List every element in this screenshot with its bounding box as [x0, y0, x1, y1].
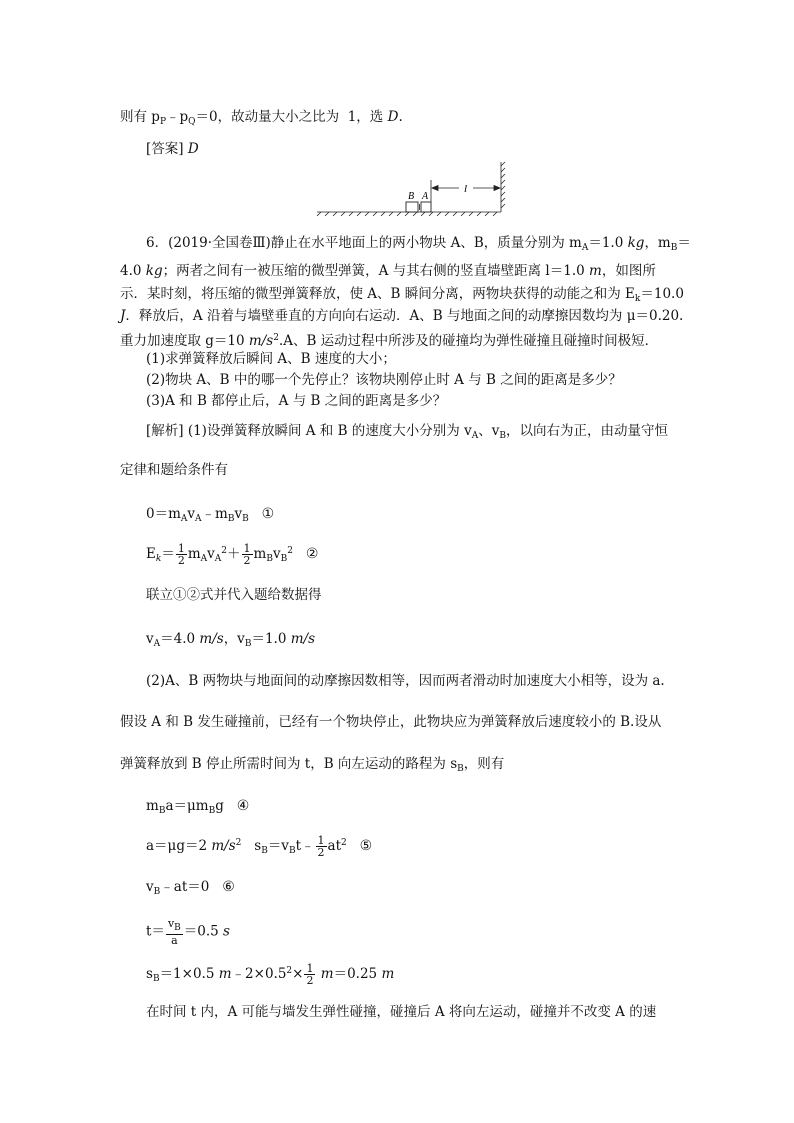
- equation-6: $v_B﹣at=0$ ⑥: [146, 879, 235, 897]
- equation-7: t＝ $\frac{v_B}{a}$ ＝0.5 s: [146, 917, 230, 947]
- solution-line-2: 定律和题给条件有: [120, 462, 228, 478]
- ground-hatch: [317, 212, 501, 216]
- figure-diagram: [315, 160, 520, 220]
- label-l: l: [464, 183, 468, 195]
- question-line-4: J．释放后，A 沿着与墙壁垂直的方向向右运动．A、B 与地面之间的动摩擦因数均为 μ＝0.20.: [120, 308, 684, 324]
- equation-5: a＝μg＝2 $m/s^2$ $s_B=v_Bt﹣$ $\frac{1}{2}$ $at^2$ ⑤: [146, 834, 373, 859]
- answer-line: [答案] D: [146, 141, 199, 157]
- equation-1: $0=m_Av_A﹣m_Bv_B$ ①: [146, 506, 275, 524]
- solution-line-3: 联立①②式并代入题给数据得: [146, 587, 322, 603]
- wall: [501, 162, 505, 212]
- question-line-3: 示．某时刻，将压缩的微型弹簧释放，使 A、B 瞬间分离，两物块获得的动能之和为 $E_k=10.0$: [120, 286, 684, 304]
- label-B: B: [408, 191, 415, 202]
- block-B: [406, 202, 418, 212]
- question-part-2: (2)物块 A、B 中的哪一个先停止？该物块刚停止时 A 与 B 之间的距离是多少？: [146, 372, 622, 388]
- equation-3: $v_A=4.0$ m/s，$v_B=1.0$ m/s: [146, 631, 315, 649]
- solution-line-7: 在时间 t 内，A 可能与墙发生弹性碰撞，碰撞后 A 将向左运动，碰撞并不改变 A 的速: [146, 1004, 657, 1020]
- label-A: A: [422, 191, 429, 202]
- equation-2: $E_k=$ $\frac{1}{2}$ $m_Av_A^2+$ $\frac{1}{2}$ $m_Bv_B^2$ ②: [146, 542, 319, 567]
- equation-8: $s_B=1\times 0.5$ $m﹣2\times 0.5^2\times$ $\frac{1}{2}$ m＝0.25 m: [146, 962, 395, 987]
- solution-line-5: 假设 A 和 B 发生碰撞前，已经有一个物块停止，此物块应为弹簧释放后速度较小的 B.设从: [120, 714, 662, 730]
- solution-line-6: 弹簧释放到 B 停止所需时间为 t，B 向左运动的路程为 $s_B$，则有: [120, 756, 505, 774]
- question-line-5: 重力加速度取 g＝10 $m/s^2.A$、B 运动过程中所涉及的碰撞均为弹性碰撞且碰撞时间极短．: [120, 333, 659, 349]
- question-line-2: 4.0 kg；两者之间有一被压缩的微型弹簧，A 与其右侧的竖直墙壁距离 l＝1.0 m，如图所: [120, 263, 656, 279]
- solution-line-1: [解析] (1)设弹簧释放瞬间 A 和 B 的速度大小分别为 $v_A$、$v_B$，以向右为正，由动量守恒: [146, 423, 668, 441]
- question-part-3: (3)A 和 B 都停止后，A 与 B 之间的距离是多少？: [146, 393, 447, 409]
- question-part-1: (1)求弹簧释放后瞬间 A、B 速度的大小；: [146, 351, 396, 367]
- question-line-1: 6．(2019·全国卷Ⅲ)静止在水平地面上的两小物块 A、B，质量分别为 $m_A=1.0$ kg，$m_B=$: [146, 235, 691, 253]
- block-A: [421, 202, 431, 212]
- equation-4: $m_Ba=\mu m_Bg$ ④: [146, 798, 250, 816]
- solution-line-4: (2)A、B 两物块与地面间的动摩擦因数相等，因而两者滑动时加速度大小相等，设为 a.: [146, 673, 665, 689]
- text-line-1: 则有 $p_P﹣p_Q=0$，故动量大小之比为 1，选 D.: [120, 109, 403, 127]
